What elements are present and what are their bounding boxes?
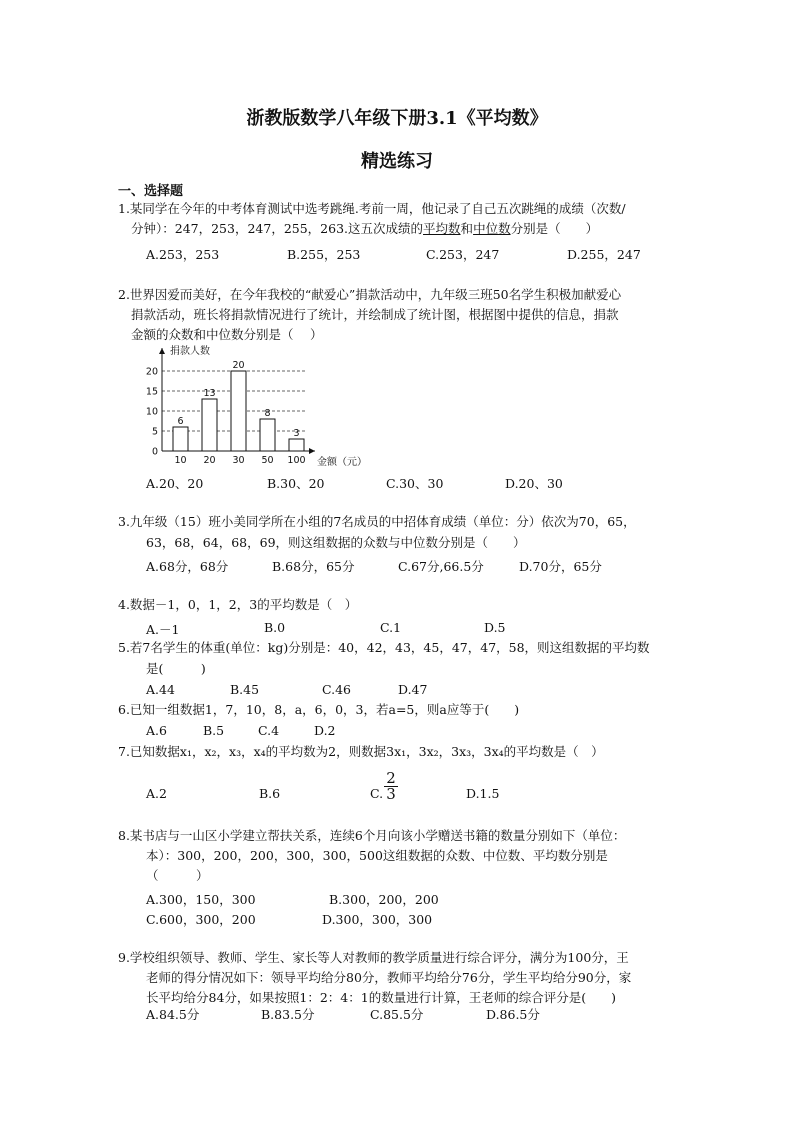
x-tick-label: 100 [287, 455, 306, 466]
y-tick-label: 20 [145, 366, 158, 378]
q9-line1: 9.学校组织领导、教师、学生、家长等人对教师的教学质量进行综合评分，满分为100分，王 [118, 950, 629, 965]
q4-line1: 4.数据－1，0，1，2，3的平均数是（ ） [118, 597, 358, 612]
q6-line1: 6.已知一组数据1，7，10，8，a，6，0，3，若a=5，则a应等于( ) [118, 702, 520, 717]
q3-option-c: C.67分,66.5分 [398, 559, 484, 574]
q2-line1: 2.世界因爱而美好，在今年我校的“献爱心”捐款活动中，九年级三班50名学生积极加献爱心 [118, 287, 622, 302]
q8-option-b: B.300，200，200 [329, 892, 439, 907]
q4-option-a: A.－1 [146, 622, 180, 637]
y-axis-arrow [159, 348, 165, 354]
q1-option-a: A.253，253 [146, 247, 220, 262]
x-axis-arrow [309, 448, 315, 454]
q3-option-d: D.70分，65分 [519, 559, 602, 574]
q8-line3: （ ） [146, 868, 209, 883]
page-subtitle: 精选练习 [361, 151, 433, 172]
q1-and: 和 [460, 221, 474, 236]
y-tick-label: 5 [151, 426, 158, 438]
bar-value-label: 3 [293, 428, 300, 439]
bar-value-label: 13 [203, 388, 216, 399]
q1-option-d: D.255，247 [567, 247, 641, 262]
q4-option-b: B.0 [264, 620, 286, 635]
y-tick-label: 10 [145, 406, 158, 418]
q1-text: 分钟）：247，253，247，255，263.这五次成绩的 [131, 221, 424, 236]
page-title: 浙教版数学八年级下册3.1《平均数》 [246, 108, 548, 129]
q9-option-d: D.86.5分 [486, 1007, 540, 1022]
q7-option-a: A.2 [146, 786, 167, 801]
q8-line2: 本）：300，200，200，300，300，500这组数据的众数、中位数、平均数分别是 [146, 848, 608, 863]
q5-line2: 是( ) [146, 661, 206, 676]
q2-line3: 金额的众数和中位数分别是（ ） [131, 327, 323, 342]
q5-option-b: B.45 [230, 682, 260, 697]
q2-option-d: D.20、30 [505, 476, 563, 491]
q2-line2: 捐款活动，班长将捐款情况进行了统计，并绘制成了统计图，根据图中提供的信息，捐款 [131, 307, 619, 322]
donation-bar-chart [140, 340, 380, 470]
x-tick-label: 20 [203, 455, 216, 466]
q4-option-c: C.1 [380, 620, 402, 635]
q9-line2: 老师的得分情况如下：领导平均给分80分，教师平均给分76分，学生平均给分90分，家 [146, 970, 632, 985]
q3-line1: 3.九年级（15）班小美同学所在小组的7名成员的中招体育成绩（单位：分）依次为70，65， [118, 514, 636, 529]
q7-option-d: D.1.5 [466, 786, 500, 801]
y-axis-label: 捐款人数 [170, 346, 210, 357]
q7-fraction [384, 771, 398, 802]
q5-option-a: A.44 [146, 682, 175, 697]
q1-median-underlined: 中位数 [473, 221, 511, 236]
q9-option-b: B.83.5分 [261, 1007, 315, 1022]
bar-value-label: 20 [232, 360, 245, 371]
q5-option-c: C.46 [322, 682, 351, 697]
q2-option-b: B.30、20 [267, 476, 325, 491]
q1-tail: 分别是（ ） [510, 221, 599, 236]
q6-option-c: C.4 [258, 723, 280, 738]
q1-option-c: C.253，247 [426, 247, 500, 262]
q2-option-c: C.30、30 [386, 476, 444, 491]
q9-option-c: C.85.5分 [370, 1007, 424, 1022]
y-tick-label: 15 [145, 386, 158, 398]
q6-option-a: A.6 [146, 723, 167, 738]
q5-line1: 5.若7名学生的体重(单位：kg)分别是：40，42，43，45，47，47，58，则这组数据的平均数 [118, 640, 650, 655]
q7-fraction-denominator: 3 [386, 785, 396, 803]
q6-option-d: D.2 [314, 723, 336, 738]
q8-option-a: A.300，150，300 [146, 892, 256, 907]
q1-line1: 1.某同学在今年的中考体育测试中选考跳绳.考前一周，他记录了自己五次跳绳的成绩（次数/ [118, 201, 626, 216]
q8-option-c: C.600，300，200 [146, 912, 256, 927]
q1-mean-underlined: 平均数 [423, 221, 461, 236]
q3-option-b: B.68分，65分 [272, 559, 355, 574]
x-axis-label: 金额（元） [317, 457, 367, 468]
q8-line1: 8.某书店与一山区小学建立帮扶关系，连续6个月向该小学赠送书籍的数量分别如下（单位： [118, 828, 626, 843]
q5-option-d: D.47 [398, 682, 428, 697]
bar [260, 419, 275, 451]
q3-line2: 63，68，64，68，69，则这组数据的众数与中位数分别是（ ） [146, 535, 526, 550]
q3-option-a: A.68分，68分 [146, 559, 229, 574]
x-tick-label: 30 [232, 455, 245, 466]
y-tick-label: 0 [151, 446, 158, 458]
x-tick-label: 50 [261, 455, 274, 466]
x-tick-label: 10 [174, 455, 187, 466]
bar [173, 427, 188, 451]
q1-line2 [131, 221, 598, 237]
section-heading: 一、选择题 [118, 184, 184, 199]
bar-value-label: 6 [177, 416, 184, 427]
q6-option-b: B.5 [203, 723, 225, 738]
bar [202, 399, 217, 451]
q9-line3: 长平均给分84分，如果按照1：2：4：1的数量进行计算，王老师的综合评分是( ) [146, 990, 616, 1005]
q4-option-d: D.5 [484, 620, 506, 635]
q2-option-a: A.20、20 [146, 476, 204, 491]
bar [289, 439, 304, 451]
q7-fraction-numerator: 2 [384, 771, 398, 787]
q7-option-c: C. [370, 786, 384, 801]
bar-value-label: 8 [264, 408, 271, 419]
q1-option-b: B.255，253 [287, 247, 361, 262]
q7-option-b: B.6 [259, 786, 281, 801]
q9-option-a: A.84.5分 [146, 1007, 200, 1022]
q8-option-d: D.300，300，300 [322, 912, 433, 927]
q7-line1: 7.已知数据x₁，x₂，x₃，x₄的平均数为2，则数据3x₁，3x₂，3x₃，3x₄的平均数是（ ） [118, 744, 604, 759]
bar [231, 371, 246, 451]
